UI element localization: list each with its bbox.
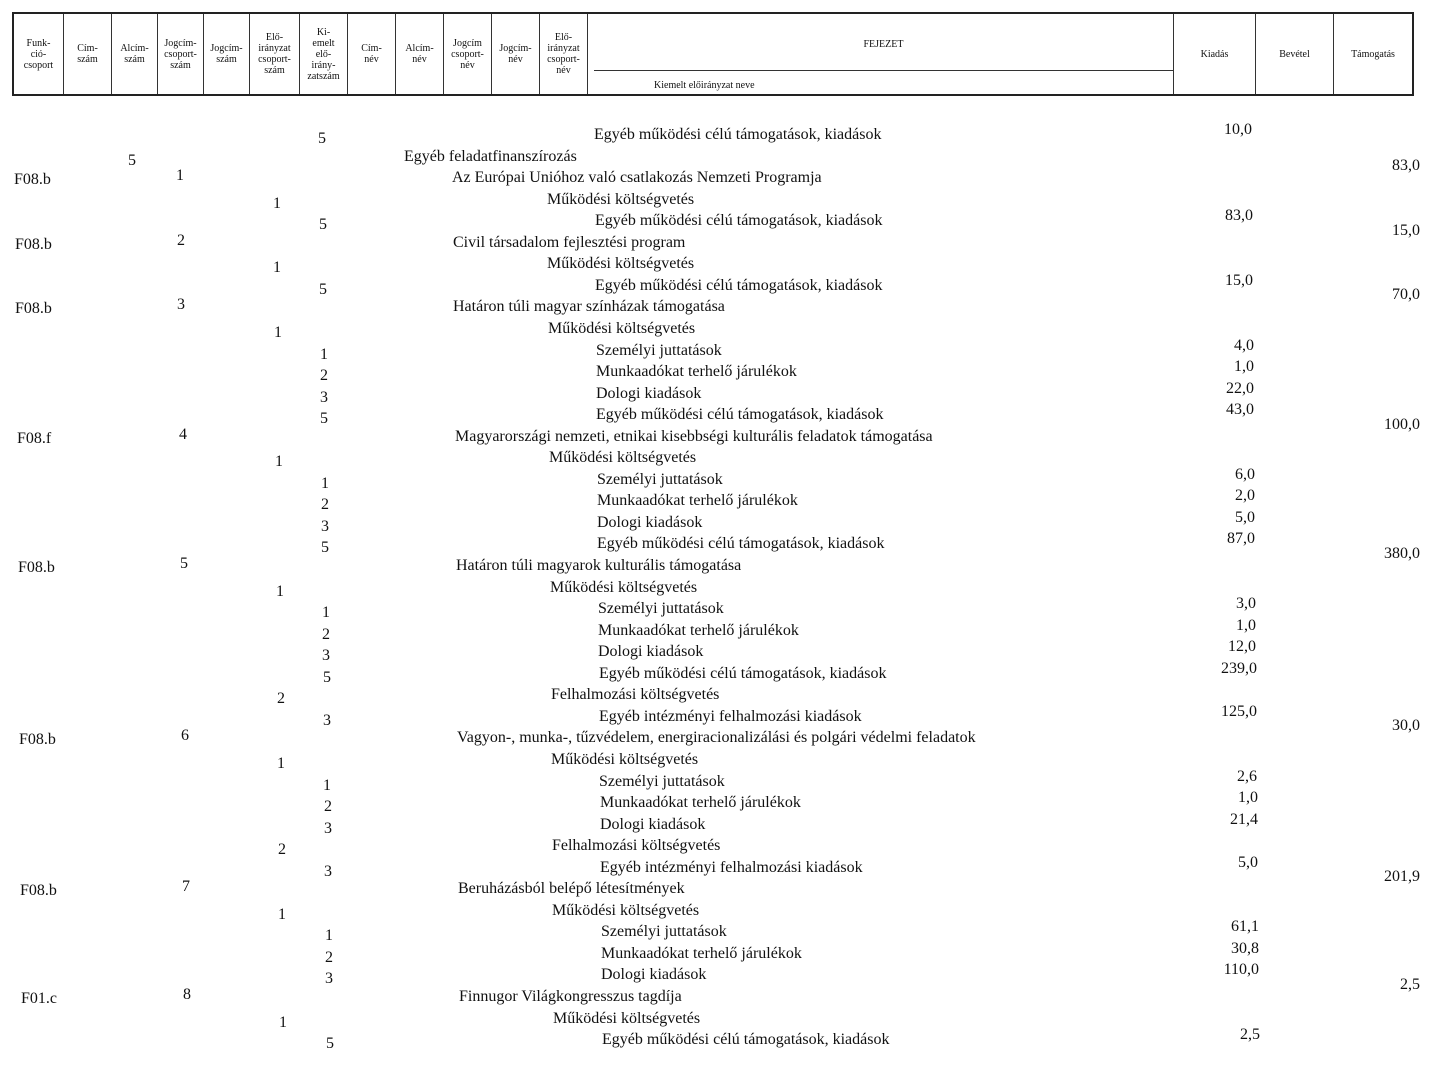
row-number: 1: [273, 195, 281, 212]
row-name: Munkaadókat terhelő járulékok: [597, 492, 798, 509]
row-number: 3: [322, 647, 330, 664]
row-number: 3: [320, 389, 328, 406]
kiadas-value: 5,0: [1238, 854, 1258, 871]
row-name: Egyéb intézményi felhalmozási kiadások: [600, 859, 863, 876]
row-name: Működési költségvetés: [552, 902, 700, 919]
kiemelt-nev-label: Kiemelt előirányzat neve: [654, 80, 755, 91]
funkcio-csoport: F08.b: [19, 731, 56, 748]
row-number: 5: [319, 281, 327, 298]
kiadas-value: 21,4: [1230, 811, 1258, 828]
header-col-alcim: Alcím- szám: [112, 14, 158, 94]
kiadas-value: 2,5: [1240, 1026, 1260, 1043]
row-number: 3: [324, 820, 332, 837]
row-number: 1: [279, 1014, 287, 1031]
row-number: 5: [319, 216, 327, 233]
row-number: 2: [325, 949, 333, 966]
row-name: Határon túli magyar színházak támogatása: [453, 298, 725, 315]
tamogatas-value: 380,0: [1384, 545, 1420, 562]
tamogatas-value: 15,0: [1392, 222, 1420, 239]
header-col-jnev: Jogcím- név: [492, 14, 540, 94]
row-number: 5: [326, 1035, 334, 1052]
row-number: 1: [320, 346, 328, 363]
row-name: Határon túli magyarok kulturális támogatása: [456, 557, 742, 574]
kiadas-value: 110,0: [1223, 961, 1259, 978]
row-number: 5: [318, 130, 326, 147]
tamogatas-value: 2,5: [1400, 976, 1420, 993]
row-name: Egyéb működési célú támogatások, kiadások: [602, 1031, 890, 1048]
header-col-cim: Cím- szám: [64, 14, 112, 94]
kiadas-value: 6,0: [1235, 466, 1255, 483]
row-number: 1: [323, 777, 331, 794]
row-name: Működési költségvetés: [553, 1010, 701, 1027]
kiadas-header: Kiadás: [1174, 14, 1256, 94]
row-name: Egyéb működési célú támogatások, kiadások: [596, 406, 884, 423]
row-name: Munkaadókat terhelő járulékok: [600, 794, 801, 811]
row-name: Civil társadalom fejlesztési program: [453, 234, 686, 251]
row-number: 2: [324, 798, 332, 815]
row-name: Egyéb működési célú támogatások, kiadások: [595, 277, 883, 294]
row-name: Az Európai Unióhoz való csatlakozás Nemzeti Programja: [452, 169, 822, 186]
kiadas-value: 43,0: [1226, 401, 1254, 418]
row-number: 1: [273, 259, 281, 276]
row-number: 2: [322, 626, 330, 643]
row-number: 5: [321, 539, 329, 556]
row-name: Dologi kiadások: [601, 966, 707, 983]
row-name: Munkaadókat terhelő járulékok: [598, 622, 799, 639]
kiadas-value: 12,0: [1228, 638, 1256, 655]
row-name: Felhalmozási költségvetés: [552, 837, 721, 854]
row-name: Munkaadókat terhelő járulékok: [601, 945, 802, 962]
tamogatas-value: 30,0: [1392, 717, 1420, 734]
tamogatas-value: 83,0: [1392, 157, 1420, 174]
row-number: 1: [274, 324, 282, 341]
row-number: 2: [277, 690, 285, 707]
kiadas-value: 83,0: [1225, 207, 1253, 224]
header-col-jcsnev: Jogcím csoport- név: [444, 14, 492, 94]
row-name: Személyi juttatások: [598, 600, 724, 617]
funkcio-csoport: F08.b: [14, 171, 51, 188]
header-col-funk: Funk- ció- csoport: [14, 14, 64, 94]
row-name: Dologi kiadások: [597, 514, 703, 531]
row-number: 2: [320, 367, 328, 384]
row-name: Egyéb működési célú támogatások, kiadások: [595, 212, 883, 229]
kiadas-value: 4,0: [1234, 337, 1254, 354]
row-number: 3: [325, 970, 333, 987]
kiadas-value: 87,0: [1227, 530, 1255, 547]
header-col-jsz: Jogcím- szám: [204, 14, 250, 94]
row-number: 6: [181, 727, 189, 744]
row-name: Működési költségvetés: [548, 320, 696, 337]
row-number: 5: [180, 555, 188, 572]
row-name: Vagyon-, munka-, tűzvédelem, energiracionalizálási és polgári védelmi feladatok: [457, 729, 976, 746]
funkcio-csoport: F08.f: [17, 430, 52, 447]
row-number: 8: [183, 986, 191, 1003]
row-number: 2: [278, 841, 286, 858]
row-name: Személyi juttatások: [596, 342, 722, 359]
funkcio-csoport: F08.b: [15, 300, 52, 317]
funkcio-csoport: F08.b: [20, 882, 57, 899]
kiadas-value: 1,0: [1238, 789, 1258, 806]
kiadas-value: 22,0: [1226, 380, 1254, 397]
header-col-cimnev: Cím- név: [348, 14, 396, 94]
row-name: Egyéb működési célú támogatások, kiadások: [597, 535, 885, 552]
row-name: Finnugor Világkongresszus tagdíja: [459, 988, 682, 1005]
row-name: Munkaadókat terhelő járulékok: [596, 363, 797, 380]
kiadas-value: 10,0: [1224, 121, 1252, 138]
kiadas-value: 3,0: [1236, 595, 1256, 612]
row-name: Egyéb működési célú támogatások, kiadások: [599, 665, 887, 682]
row-name: Személyi juttatások: [599, 773, 725, 790]
row-name: Magyarországi nemzeti, etnikai kisebbségi kulturális feladatok támogatása: [455, 428, 933, 445]
row-number: 3: [177, 296, 185, 313]
row-name: Dologi kiadások: [598, 643, 704, 660]
row-name: Egyéb működési célú támogatások, kiadások: [594, 126, 882, 143]
row-number: 1: [321, 475, 329, 492]
kiadas-value: 30,8: [1231, 940, 1259, 957]
row-name: Dologi kiadások: [600, 816, 706, 833]
row-number: 1: [277, 755, 285, 772]
row-number: 4: [179, 426, 187, 443]
row-name: Személyi juttatások: [601, 923, 727, 940]
row-number: 7: [182, 878, 190, 895]
kiadas-value: 5,0: [1235, 509, 1255, 526]
fejezet-label: FEJEZET: [863, 39, 904, 50]
kiadas-value: 2,0: [1235, 487, 1255, 504]
row-number: 5: [323, 669, 331, 686]
row-name: Működési költségvetés: [549, 449, 697, 466]
bevetel-header: Bevétel: [1256, 14, 1334, 94]
header-col-alcimnev: Alcím- név: [396, 14, 444, 94]
row-name: Működési költségvetés: [551, 751, 699, 768]
funkcio-csoport: F08.b: [15, 236, 52, 253]
row-number: 1: [322, 604, 330, 621]
row-number: 1: [275, 453, 283, 470]
kiadas-value: 15,0: [1225, 272, 1253, 289]
row-number: 1: [278, 906, 286, 923]
row-number: 3: [324, 863, 332, 880]
row-number: 3: [323, 712, 331, 729]
row-name: Dologi kiadások: [596, 385, 702, 402]
header-col-ecsnev: Elő- irányzat csoport- név: [540, 14, 588, 94]
row-name: Működési költségvetés: [550, 579, 698, 596]
tamogatas-value: 201,9: [1384, 868, 1420, 885]
row-number: 2: [321, 496, 329, 513]
row-number: 5: [320, 410, 328, 427]
row-number: 1: [276, 583, 284, 600]
tamogatas-value: 70,0: [1392, 286, 1420, 303]
funkcio-csoport: F08.b: [18, 559, 55, 576]
row-number: 2: [177, 232, 185, 249]
kiadas-value: 125,0: [1221, 703, 1257, 720]
row-name: Egyéb intézményi felhalmozási kiadások: [599, 708, 862, 725]
row-name: Személyi juttatások: [597, 471, 723, 488]
row-name: Felhalmozási költségvetés: [551, 686, 720, 703]
tamogatas-value: 100,0: [1384, 416, 1420, 433]
header-col-kiem: Ki- emelt elő- irány- zatszám: [300, 14, 348, 94]
row-number: 5: [128, 152, 136, 169]
row-name: Egyéb feladatfinanszírozás: [404, 148, 577, 165]
kiadas-value: 2,6: [1237, 768, 1257, 785]
header-col-ecs: Elő- irányzat csoport- szám: [250, 14, 300, 94]
kiadas-value: 61,1: [1231, 918, 1259, 935]
header-col-jcs: Jogcím- csoport- szám: [158, 14, 204, 94]
kiadas-value: 1,0: [1234, 358, 1254, 375]
kiadas-value: 239,0: [1221, 660, 1257, 677]
row-name: Működési költségvetés: [547, 191, 695, 208]
row-number: 3: [321, 518, 329, 535]
row-number: 1: [176, 167, 184, 184]
funkcio-csoport: F01.c: [21, 990, 57, 1007]
row-number: 1: [325, 927, 333, 944]
kiadas-value: 1,0: [1236, 617, 1256, 634]
tamogatas-header: Támogatás: [1351, 48, 1395, 60]
row-name: Működési költségvetés: [547, 255, 695, 272]
row-name: Beruházásból belépő létesítmények: [458, 880, 685, 897]
